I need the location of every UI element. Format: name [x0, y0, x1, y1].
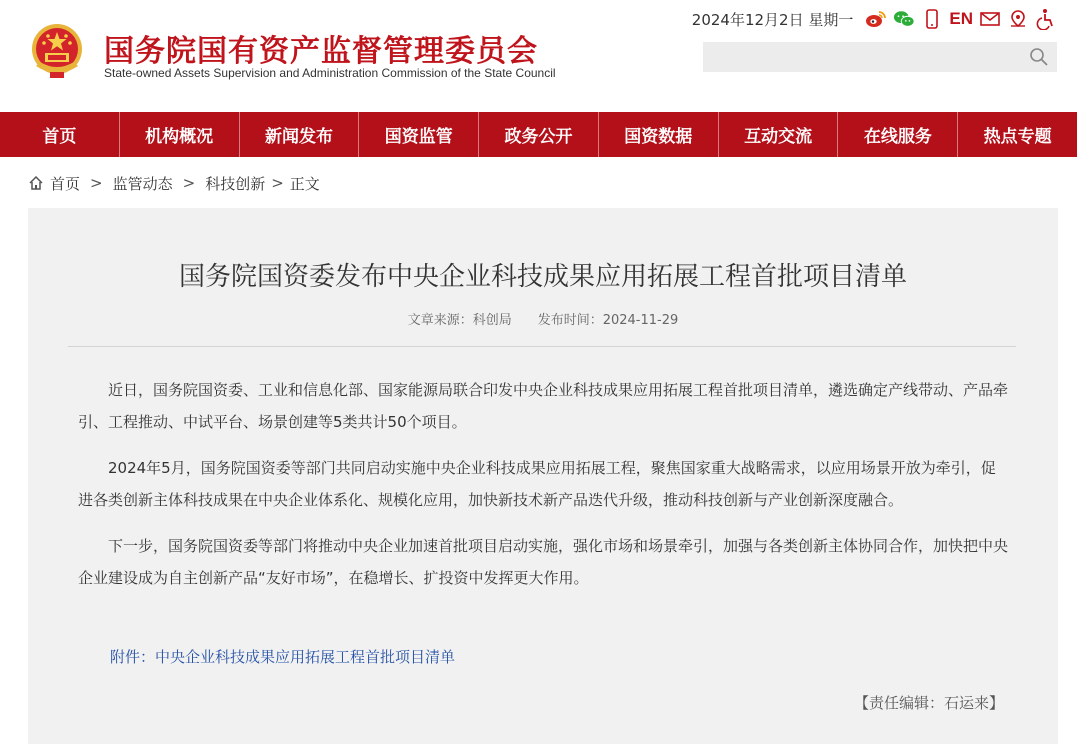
nav-item-news[interactable]: 新闻发布 [240, 112, 360, 157]
divider [68, 346, 1016, 347]
wechat-icon[interactable] [893, 8, 915, 30]
breadcrumb-home[interactable]: 首页 [50, 174, 81, 193]
top-utility-bar [692, 6, 1057, 32]
nav-item-government-affairs[interactable]: 政务公开 [479, 112, 599, 157]
site-title[interactable]: 国务院国有资产监督管理委员会 [104, 34, 538, 69]
mail-icon[interactable] [979, 8, 1001, 30]
search-box [703, 42, 1057, 72]
english-version-link[interactable]: EN [949, 9, 973, 28]
nav-item-home[interactable]: 首页 [0, 112, 120, 157]
breadcrumb-separator: > [90, 174, 103, 192]
article-meta [28, 309, 1058, 328]
nav-item-organization[interactable]: 机构概况 [120, 112, 240, 157]
article-paragraph: 下一步，国务院国资委等部门将推动中央企业加速首批项目启动实施，强化市场和场景牵引，加强与各类创新主体协同合作，加快把中央企业建设成为自主创新产品“友好市场”，在稳增长、扩投资中发挥更大作用。 [78, 537, 1009, 587]
breadcrumb-separator: > [182, 174, 196, 192]
article-title: 国务院国资委发布中央企业科技成果应用拓展工程首批项目清单 [178, 262, 907, 292]
breadcrumb-supervision-news[interactable]: 监管动态 [112, 174, 173, 193]
nav-item-supervision[interactable]: 国资监管 [359, 112, 479, 157]
breadcrumb-tech-innovation[interactable]: 科技创新 [205, 174, 266, 193]
home-icon[interactable] [28, 175, 44, 191]
attachment-link[interactable]: 附件：中央企业科技成果应用拓展工程首批项目清单 [110, 648, 456, 666]
article-container [28, 208, 1058, 744]
responsible-editor: 【责任编辑：石运来】 [853, 694, 1004, 712]
current-date: 2024年12月2日 星期一 [691, 10, 854, 29]
article-body [78, 374, 1008, 608]
location-icon[interactable] [1007, 8, 1029, 30]
breadcrumb [28, 172, 320, 194]
site-header [0, 0, 1077, 112]
article-paragraph: 近日，国务院国资委、工业和信息化部、国家能源局联合印发中央企业科技成果应用拓展工程首批项目清单，遴选确定产线带动、产品牵引、工程推动、中试平台、场景创建等5类共计50个项目。 [78, 381, 1009, 431]
site-subtitle-en: State-owned Assets Supervision and Administration Commission of the State Council [104, 66, 556, 80]
article-paragraph: 2024年5月，国务院国资委等部门共同启动实施中央企业科技成果应用拓展工程，聚焦国家重大战略需求，以应用场景开放为牵引，促进各类创新主体科技成果在中央企业体系化、规模化应用，加快新技术新产品迭代升级，推动科技创新与产业创新深度融合。 [78, 459, 996, 509]
national-emblem-logo[interactable] [28, 22, 86, 80]
main-nav [0, 112, 1077, 157]
weibo-icon[interactable] [865, 8, 887, 30]
nav-item-online-service[interactable]: 在线服务 [838, 112, 958, 157]
accessibility-icon[interactable] [1035, 8, 1057, 30]
mobile-icon[interactable] [921, 8, 943, 30]
article-source: 文章来源：科创局 [407, 313, 512, 328]
nav-item-interaction[interactable]: 互动交流 [719, 112, 839, 157]
search-icon[interactable] [1029, 47, 1049, 67]
nav-item-topics[interactable]: 热点专题 [983, 127, 1052, 147]
breadcrumb-separator: > [271, 174, 284, 192]
article-publish-time: 发布时间：2024-11-29 [537, 313, 679, 328]
breadcrumb-current: 正文 [289, 174, 320, 193]
nav-item-data[interactable]: 国资数据 [599, 112, 719, 157]
search-input[interactable] [703, 42, 1013, 72]
